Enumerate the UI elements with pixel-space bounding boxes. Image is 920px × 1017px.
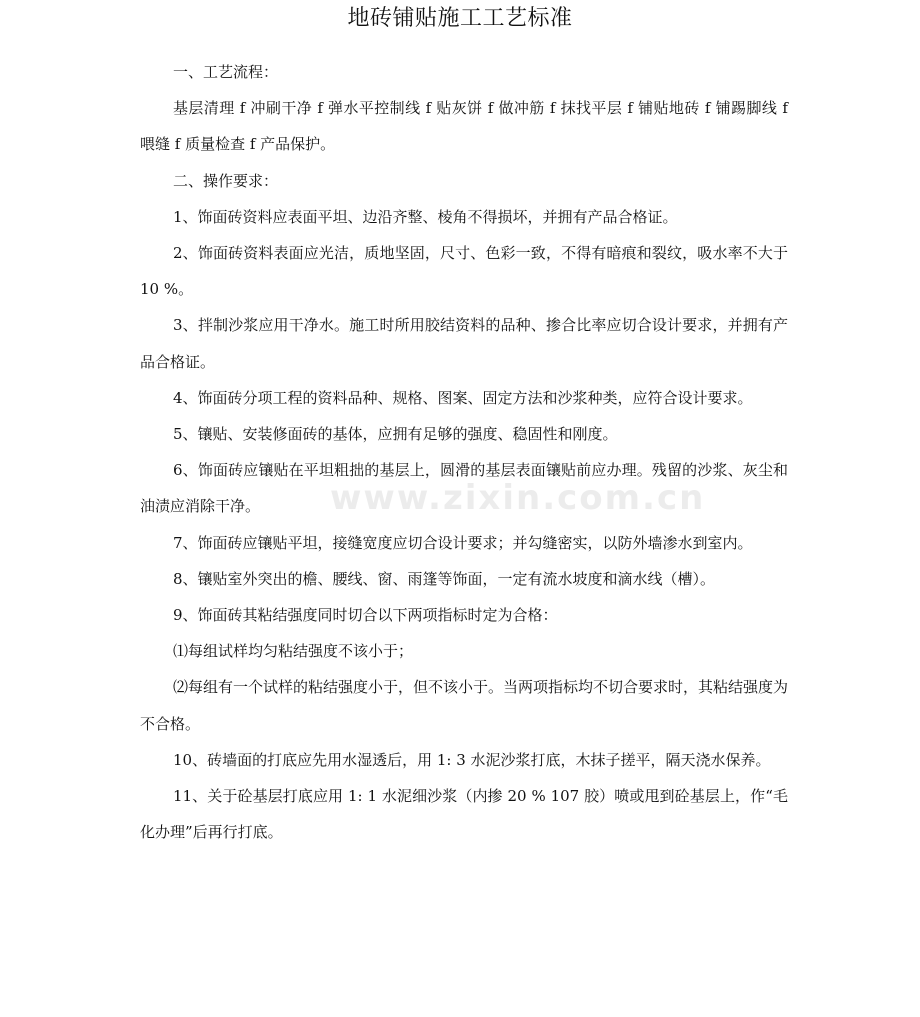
- section-heading-requirements: 二、操作要求：: [173, 171, 279, 190]
- watermark: www.zixin.com.cn: [330, 478, 706, 518]
- requirement-item-2: 2、饰面砖资料表面应光洁，质地坚固，尺寸、色彩一致，不得有暗痕和裂纹，吸水率不大于 10 %。: [140, 244, 788, 299]
- requirement-item-1: 1、饰面砖资料应表面平坦、边沿齐整、棱角不得损坏，并拥有产品合格证。: [173, 207, 678, 226]
- requirement-sub-item-2: ⑵每组有一个试样的粘结强度小于，但不该小于。当两项指标均不切合要求时，其粘结强度为不合格。: [140, 678, 789, 733]
- process-flow-text: 基层清理 f 冲刷干净 f 弹水平控制线 f 贴灰饼 f 做冲筋 f 抹找平层 f 铺贴地砖 f 铺踢脚线 f 喂缝 f 质量检查 f 产品保护。: [140, 99, 788, 154]
- requirement-item-7: 7、饰面砖应镶贴平坦，接缝宽度应切合设计要求；并勾缝密实，以防外墙渗水到室内。: [173, 533, 753, 552]
- document-body: [140, 54, 788, 850]
- document-title: 地砖铺贴施工工艺标准: [347, 6, 573, 31]
- requirement-item-9: 9、饰面砖其粘结强度同时切合以下两项指标时定为合格：: [173, 606, 558, 625]
- requirement-item-11: 11、关于砼基层打底应用 1: 1 水泥细沙浆（内掺 20 % 107 胶）喷或甩到砼基层上，作“毛化办理”后再行打底。: [140, 787, 788, 842]
- requirement-item-3: 3、拌制沙浆应用干净水。施工时所用胶结资料的品种、掺合比率应切合设计要求，并拥有产品合格证。: [140, 316, 788, 371]
- requirement-sub-item-1: ⑴每组试样均匀粘结强度不该小于；: [173, 642, 414, 661]
- requirement-item-8: 8、镶贴室外突出的檐、腰线、窗、雨篷等饰面，一定有流水坡度和滴水线（槽）。: [173, 569, 716, 588]
- requirement-item-4: 4、饰面砖分项工程的资料品种、规格、图案、固定方法和沙浆种类，应符合设计要求。: [173, 388, 753, 407]
- requirement-item-10: 10、砖墙面的打底应先用水湿透后，用 1: 3 水泥沙浆打底，木抹子搓平，隔天浇水保养。: [173, 750, 771, 769]
- section-heading-process: 一、工艺流程：: [173, 63, 279, 81]
- requirement-item-5: 5、镶贴、安装修面砖的基体，应拥有足够的强度、稳固性和刚度。: [173, 425, 618, 444]
- requirement-item-6: 6、饰面砖应镶贴在平坦粗拙的基层上，圆滑的基层表面镶贴前应办理。残留的沙浆、灰尘和油渍应消除干净。: [140, 461, 788, 516]
